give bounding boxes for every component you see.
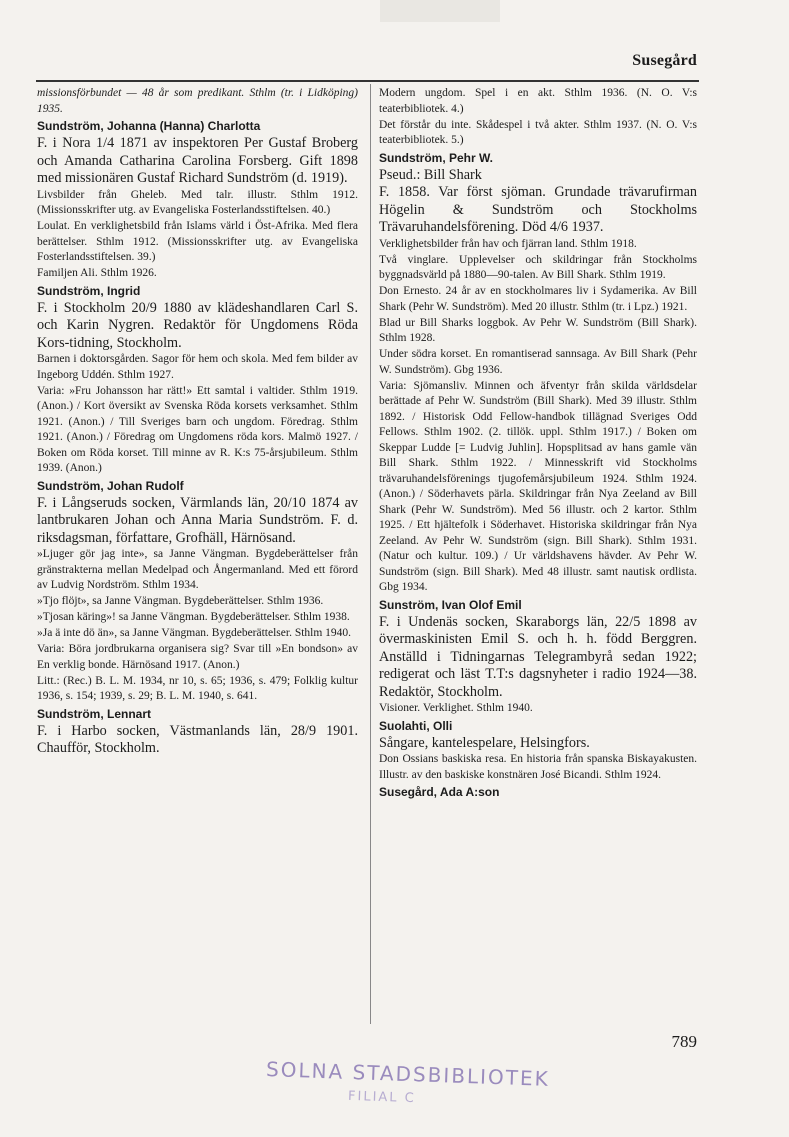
entry-text: Verklighetsbilder från hav och fjärran land. Sthlm 1918. bbox=[379, 237, 637, 250]
entry-heading: Sundström, Ingrid bbox=[37, 283, 141, 298]
entry-heading: Susegård, Ada A:son bbox=[379, 785, 500, 799]
entry-text: Varia: »Fru Johansson har rätt!» Ett samtal i valtider. Sthlm 1919. (Anon.) / Kort översikt av Svenska Röda korsets verksamhet. Sthlm 1921. (Anon.) / Till Sveriges barn och ungdom. Föredrag. Sthlm 1921. (Anon.) / Föredrag om Ungdomens röda kors. Malmö 1927. / Boken om Röda korset. Till minne av R. K:s 75-årsjubileum. Sthlm 1939. (Anon.) bbox=[37, 384, 358, 474]
entry-biography: F. i Långseruds socken, Värmlands län, 20/10 1874 av lantbrukaren Johan och Anna Maria Sundström. F. d. riksdagsman, författare, Grofhäll, Härnösand. bbox=[37, 494, 358, 546]
entry-text: »Tjo flöjt», sa Janne Vängman. Bygdeberättelser. Sthlm 1936. bbox=[37, 595, 324, 607]
entry-text: Modern ungdom. Spel i en akt. Sthlm 1936. (N. O. V:s teaterbibliotek. 4.) bbox=[379, 87, 697, 115]
entry-text: Familjen Ali. Sthlm 1926. bbox=[37, 267, 157, 279]
entry-text: Don Ernesto. 24 år av en stockholmares liv i Sydamerika. Av Bill Shark (Pehr W. Sundström). Med 20 illustr. Sthlm (tr. i Lpz.) 1921. bbox=[379, 285, 697, 313]
entry-heading: Sundström, Johanna (Hanna) Charlotta bbox=[37, 119, 261, 133]
left-column bbox=[37, 86, 358, 758]
entry-text: Under södra korset. En romantiserad sannsaga. Av Bill Shark (Pehr W. Sundström). Gbg 1936. bbox=[379, 348, 697, 376]
page-number: 789 bbox=[671, 1032, 697, 1051]
library-stamp: SOLNA STADSBIBLIOTEK bbox=[265, 1057, 551, 1091]
column-divider bbox=[370, 84, 371, 1024]
entry-text: Det förstår du inte. Skådespel i två akter. Sthlm 1937. (N. O. V:s teaterbibliotek. 5.) bbox=[379, 118, 697, 146]
entry-text: »Ljuger gör jag inte», sa Janne Vängman. Bygdeberättelser från gränstrakterna mellan Medelpad och Ångermanland. Med ett förord av Ludvig Nordström. Sthlm 1934. bbox=[37, 548, 358, 591]
entry-text: Visioner. Verklighet. Sthlm 1940. bbox=[379, 702, 533, 714]
entry-text: Varia: Sjömansliv. Minnen och äfventyr från skilda världsdelar berättade af Pehr W. Sundström (Bill Shark). Med 39 illustr. Sthlm 1892. / Historisk Odd Fellow-handbok tillägnad Sveriges Odd Fellows. Sthlm 1902. (2. tillök. uppl. Sthlm 1917.) / Boken om Skeppar Ludde [= Ludvig Juhlin]. Hopsplitsad av hans gamle vän Bill Shark. Sthlm 1922. / Minnesskrift vid Stockholms trävaruhandelsförenings tjugofemårsjubileum 1924. Sthlm 1924. (Anon.) / Söderhavets pärla. Skildringar från Nya Zeeland av Bill Shark (Pehr W. Sundström). Med 56 illustr. och 2 kartor. Sthlm 1925. / Ett hjältefolk i Söderhavet. Historiska skildringar från Nya Zeeland. Av Pehr W. Sundström (sign. Bill Shark). Sthlm 1931. (Natur och kultur. 109.) / Ur världshavens hävder. Av Pehr W. Sundström (sign. Bill Shark). Med 48 illustr. samt nautisk ordlista. Gbg 1934. bbox=[379, 379, 697, 593]
entry-text: Två vinglare. Upplevelser och skildringar från Stockholms byggnadsvärld på 1880—90-talen. Av Bill Shark. Sthlm 1919. bbox=[379, 253, 697, 281]
entry-biography: F. i Nora 1/4 1871 av inspektoren Per Gustaf Broberg och Amanda Catharina Carolina Forsberg. Gift 1898 med missionären Gustaf Richard Sundström (d. 1919). bbox=[37, 135, 358, 186]
entry-heading: Sundström, Lennart bbox=[37, 706, 152, 721]
right-column bbox=[379, 86, 697, 801]
header-smudge bbox=[380, 0, 500, 22]
entry-text: Varia: Böra jordbrukarna organisera sig? Svar till »En bondson» av En verklig bonde. Härnösand 1917. (Anon.) bbox=[37, 643, 358, 671]
entry-biography: F. i Harbo socken, Västmanlands län, 28/9 1901. Chaufför, Stockholm. bbox=[37, 722, 358, 756]
entry-biography: Pseud.: Bill Shark bbox=[379, 166, 482, 183]
entry-text: »Ja ä inte dö än», sa Janne Vängman. Bygdeberättelser. Sthlm 1940. bbox=[37, 627, 352, 639]
entry-text: missionsförbundet — 48 år som predikant. Sthlm (tr. i Lidköping) 1935. bbox=[37, 87, 358, 115]
entry-text: Livsbilder från Gheleb. Med talr. illustr. Sthlm 1912. (Missionsskrifter utg. av Evangeliska Fosterlandsstiftelsen. 40.) bbox=[37, 188, 358, 216]
library-stamp-branch: FILIAL C bbox=[347, 1088, 416, 1107]
entry-heading: Sundström, Pehr W. bbox=[379, 150, 494, 165]
entry-text: Don Ossians baskiska resa. En historia från spanska Biskayakusten. Illustr. av den baskiske konstnären José Bicandi. Sthlm 1924. bbox=[379, 753, 697, 781]
entry-biography: F. 1858. Var först sjöman. Grundade trävarufirman Högelin & Sundström och Stockholms Trävaruhandelsförening. Död 4/6 1937. bbox=[379, 184, 697, 235]
entry-biography: F. i Undenäs socken, Skaraborgs län, 22/5 1898 av övermaskinisten Emil S. och h. h. född Berggren. Anställd i Tidningarnas Telegrambyrå sedan 1922; redigerat och läst T.T:s dagsnyheter i radio 1924—38. Redaktör, Stockholm. bbox=[379, 613, 697, 700]
entry-biography: F. i Stockholm 20/9 1880 av klädeshandlaren Carl S. och Karin Nygren. Redaktör för Ungdomens Röda Kors-tidning, Stockholm. bbox=[37, 299, 358, 351]
entry-text: Blad ur Bill Sharks loggbok. Av Pehr W. Sundström (Bill Shark). Sthlm 1928. bbox=[379, 316, 697, 344]
entry-heading: Sunström, Ivan Olof Emil bbox=[379, 597, 522, 612]
header-rule bbox=[36, 80, 699, 82]
entry-text: Litt.: (Rec.) B. L. M. 1934, nr 10, s. 65; 1936, s. 479; Folklig kultur 1936, s. 154; 1939, s. 29; B. L. M. 1940, s. 641. bbox=[37, 674, 358, 702]
entry-heading: Suolahti, Olli bbox=[379, 718, 453, 733]
entry-heading: Sundström, Johan Rudolf bbox=[37, 478, 184, 493]
entry-text: »Tjosan käring»! sa Janne Vängman. Bygdeberättelser. Sthlm 1938. bbox=[37, 611, 350, 623]
entry-biography: Sångare, kantelespelare, Helsingfors. bbox=[379, 734, 590, 751]
entry-text: Loulat. En verklighetsbild från Islams värld i Öst-Afrika. Med flera berättelser. Sthlm 1912. (Missionsskrifter utg. av Evangeliska Fosterlandsstiftelsen. 39.) bbox=[37, 220, 358, 263]
running-head: Susegård bbox=[632, 52, 697, 69]
entry-text: Barnen i doktorsgården. Sagor för hem och skola. Med fem bilder av Ingeborg Uddén. Sthlm 1927. bbox=[37, 353, 358, 381]
